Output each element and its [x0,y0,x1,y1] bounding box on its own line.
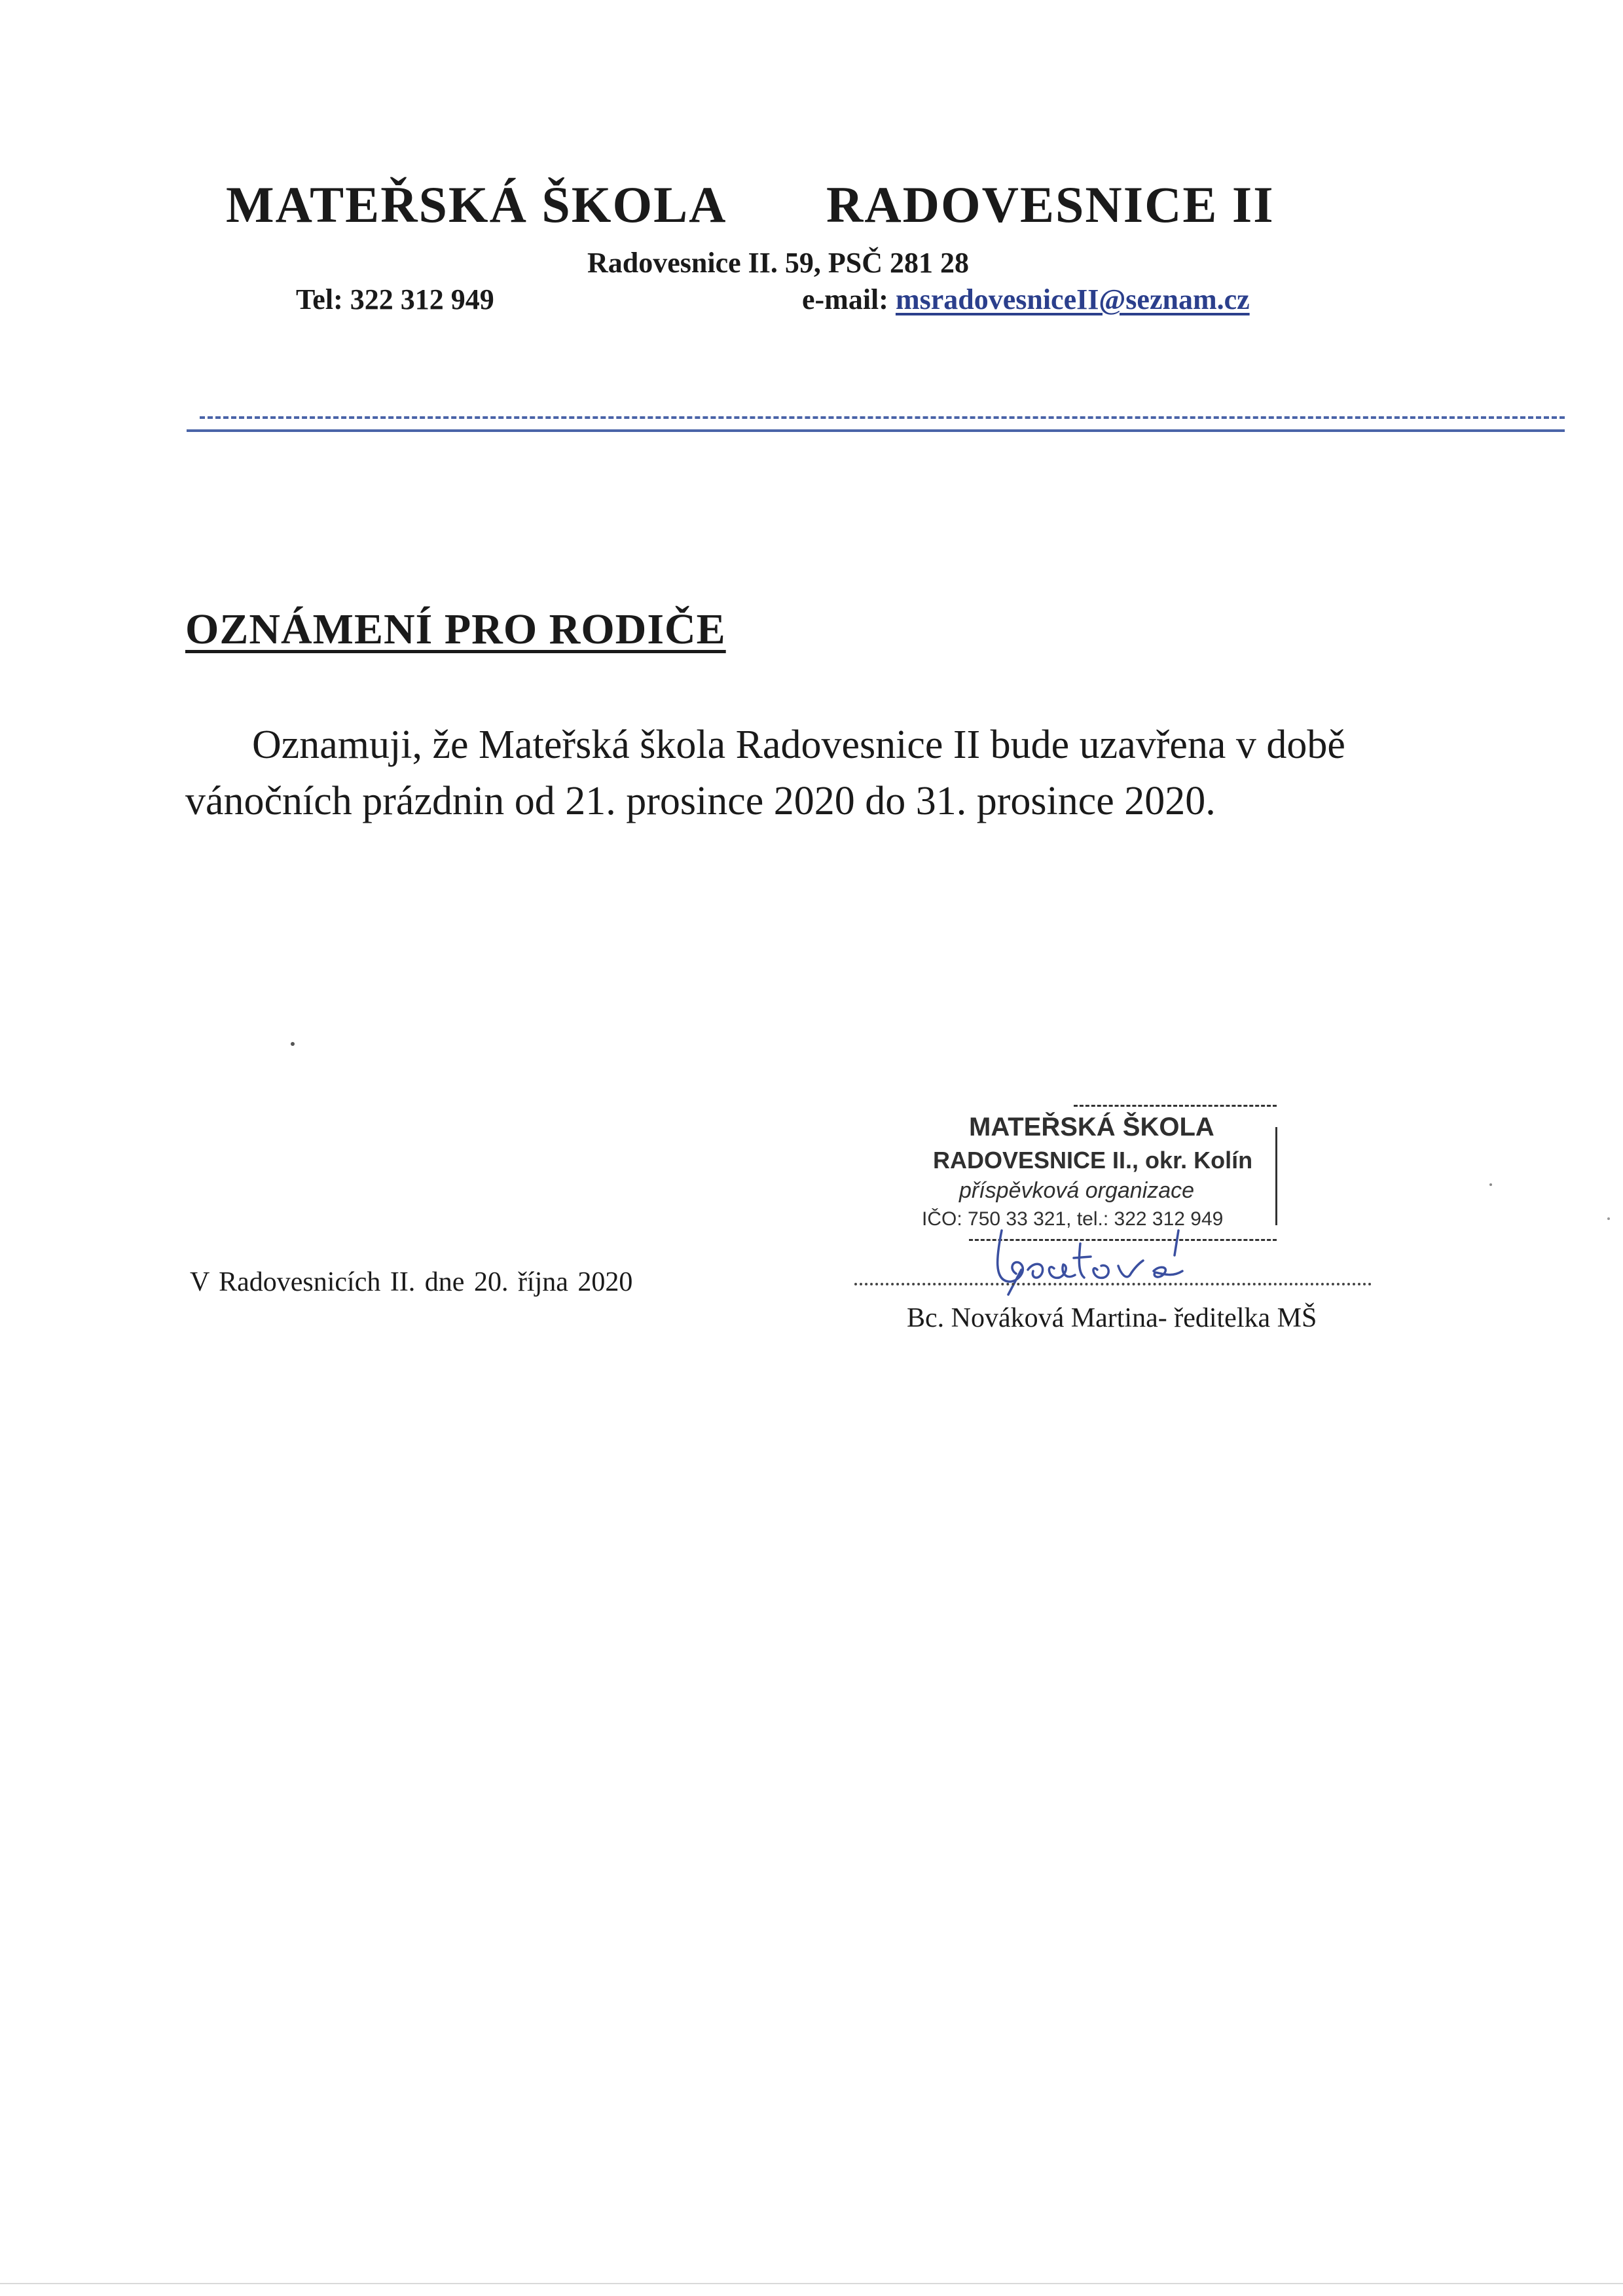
handwritten-signature [982,1217,1218,1302]
stamp-line-2: RADOVESNICE II., okr. Kolín [933,1147,1253,1174]
stamp-frame-top [1074,1105,1277,1107]
letterhead-dashed-rule [200,416,1565,419]
school-phone: Tel: 322 312 949 [296,283,494,315]
notice-heading: OZNÁMENÍ PRO RODIČE [185,605,726,653]
notice-body: Oznamuji, že Mateřská škola Radovesnice II bude uzavřena v době vánočních prázdnin od 21. prosince 2020 do 31. prosince 2020. [185,723,1345,823]
stamp-line-4: IČO: 750 33 321, tel.: 322 312 949 [922,1208,1224,1230]
school-name-left: MATEŘSKÁ ŠKOLA [226,176,727,233]
email-label: e-mail: [802,283,896,315]
email-link[interactable]: msradovesniceII@seznam.cz [895,283,1250,315]
page-edge [0,2283,1623,2284]
school-address: Radovesnice II. 59, PSČ 281 28 [587,247,970,279]
signer-name: Bc. Nováková Martina- ředitelka MŠ [907,1303,1317,1333]
signature-line [854,1283,1372,1285]
scan-speck [1489,1183,1492,1186]
school-name-right: RADOVESNICE II [826,176,1275,233]
place-and-date: V Radovesnicích II. dne 20. října 2020 [190,1267,633,1297]
stamp-frame-right [1275,1127,1277,1225]
school-email-line [802,283,1250,316]
stamp-line-3: příspěvková organizace [959,1178,1195,1203]
scan-speck [291,1042,295,1046]
scan-speck [1607,1217,1610,1220]
letterhead-solid-rule [187,429,1565,432]
stamp-line-1: MATEŘSKÁ ŠKOLA [969,1113,1214,1141]
